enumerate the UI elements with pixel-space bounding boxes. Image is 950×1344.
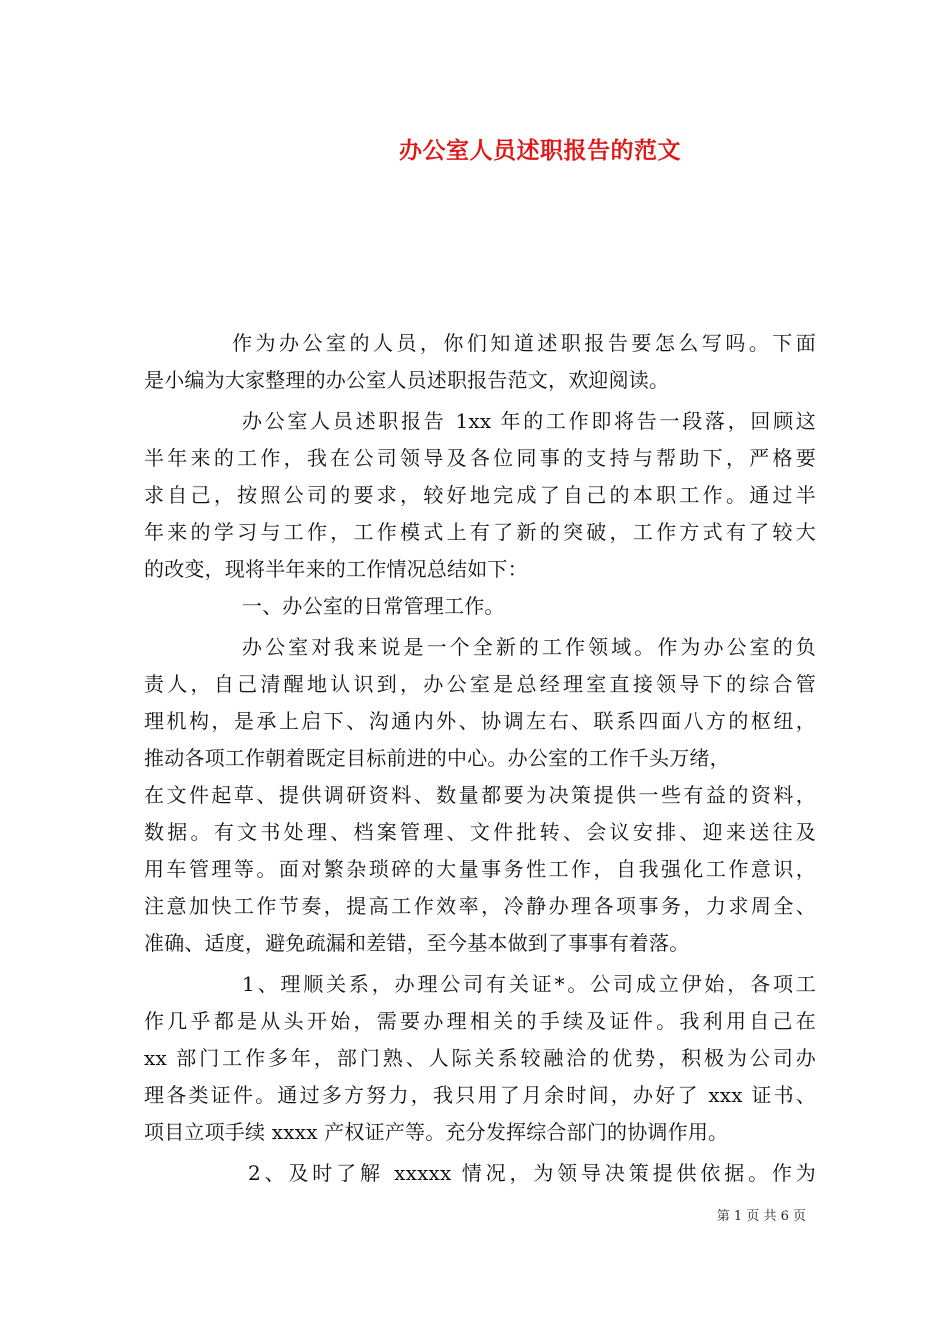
body-line: 作几乎都是从头开始，需要办理相关的手续及证件。我利用自己在 xyxy=(144,1009,816,1033)
body-line: 年来的学习与工作，工作模式上有了新的突破，工作方式有了较大 xyxy=(144,520,816,544)
body-line: 准确、适度，避免疏漏和差错，至今基本做到了事事有着落。 xyxy=(144,931,690,955)
section-heading: 一、办公室的日常管理工作。 xyxy=(242,594,505,618)
body-line: 用车管理等。面对繁杂琐碎的大量事务性工作，自我强化工作意识， xyxy=(144,857,816,881)
body-line: 项目立项手续 xxxx 产权证产等。充分发挥综合部门的协调作用。 xyxy=(144,1120,729,1144)
body-line: 责人，自己清醒地认识到，办公室是总经理室直接领导下的综合管 xyxy=(144,672,816,696)
document-body xyxy=(144,325,816,1192)
body-line: 理各类证件。通过多方努力，我只用了月余时间，办好了 xxx 证书、 xyxy=(144,1083,816,1107)
page-number: 第 1 页 共 6 页 xyxy=(716,1209,806,1224)
body-line: 是小编为大家整理的办公室人员述职报告范文，欢迎阅读。 xyxy=(144,368,670,392)
body-line: 办公室对我来说是一个全新的工作领域。作为办公室的负 xyxy=(242,635,816,659)
body-line: 2、及时了解 xxxxx 情况，为领导决策提供依据。作为 xyxy=(248,1161,816,1185)
body-line: 半年来的工作，我在公司领导及各位同事的支持与帮助下，严格要 xyxy=(144,446,816,470)
body-line: 求自己，按照公司的要求，较好地完成了自己的本职工作。通过半 xyxy=(144,483,816,507)
body-line: 在文件起草、提供调研资料、数量都要为决策提供一些有益的资料， xyxy=(144,783,816,807)
body-line: 数据。有文书处理、档案管理、文件批转、会议安排、迎来送往及 xyxy=(144,820,816,844)
body-line: 注意加快工作节奏，提高工作效率，冷静办理各项事务，力求周全、 xyxy=(144,894,816,918)
document-title: 办公室人员述职报告的范文 xyxy=(399,137,681,164)
body-line: 推动各项工作朝着既定目标前进的中心。办公室的工作千头万绪， xyxy=(144,746,730,770)
body-line: 的改变，现将半年来的工作情况总结如下： xyxy=(144,557,528,581)
body-line: 1、理顺关系，办理公司有关证*。公司成立伊始，各项工 xyxy=(242,972,816,996)
body-line: 作为办公室的人员，你们知道述职报告要怎么写吗。下面 xyxy=(232,331,816,355)
body-line: xx 部门工作多年，部门熟、人际关系较融洽的优势，积极为公司办 xyxy=(144,1046,816,1070)
body-line: 办公室人员述职报告 1xx 年的工作即将告一段落，回顾这 xyxy=(242,409,816,433)
body-line: 理机构，是承上启下、沟通内外、协调左右、联系四面八方的枢纽， xyxy=(144,709,816,733)
